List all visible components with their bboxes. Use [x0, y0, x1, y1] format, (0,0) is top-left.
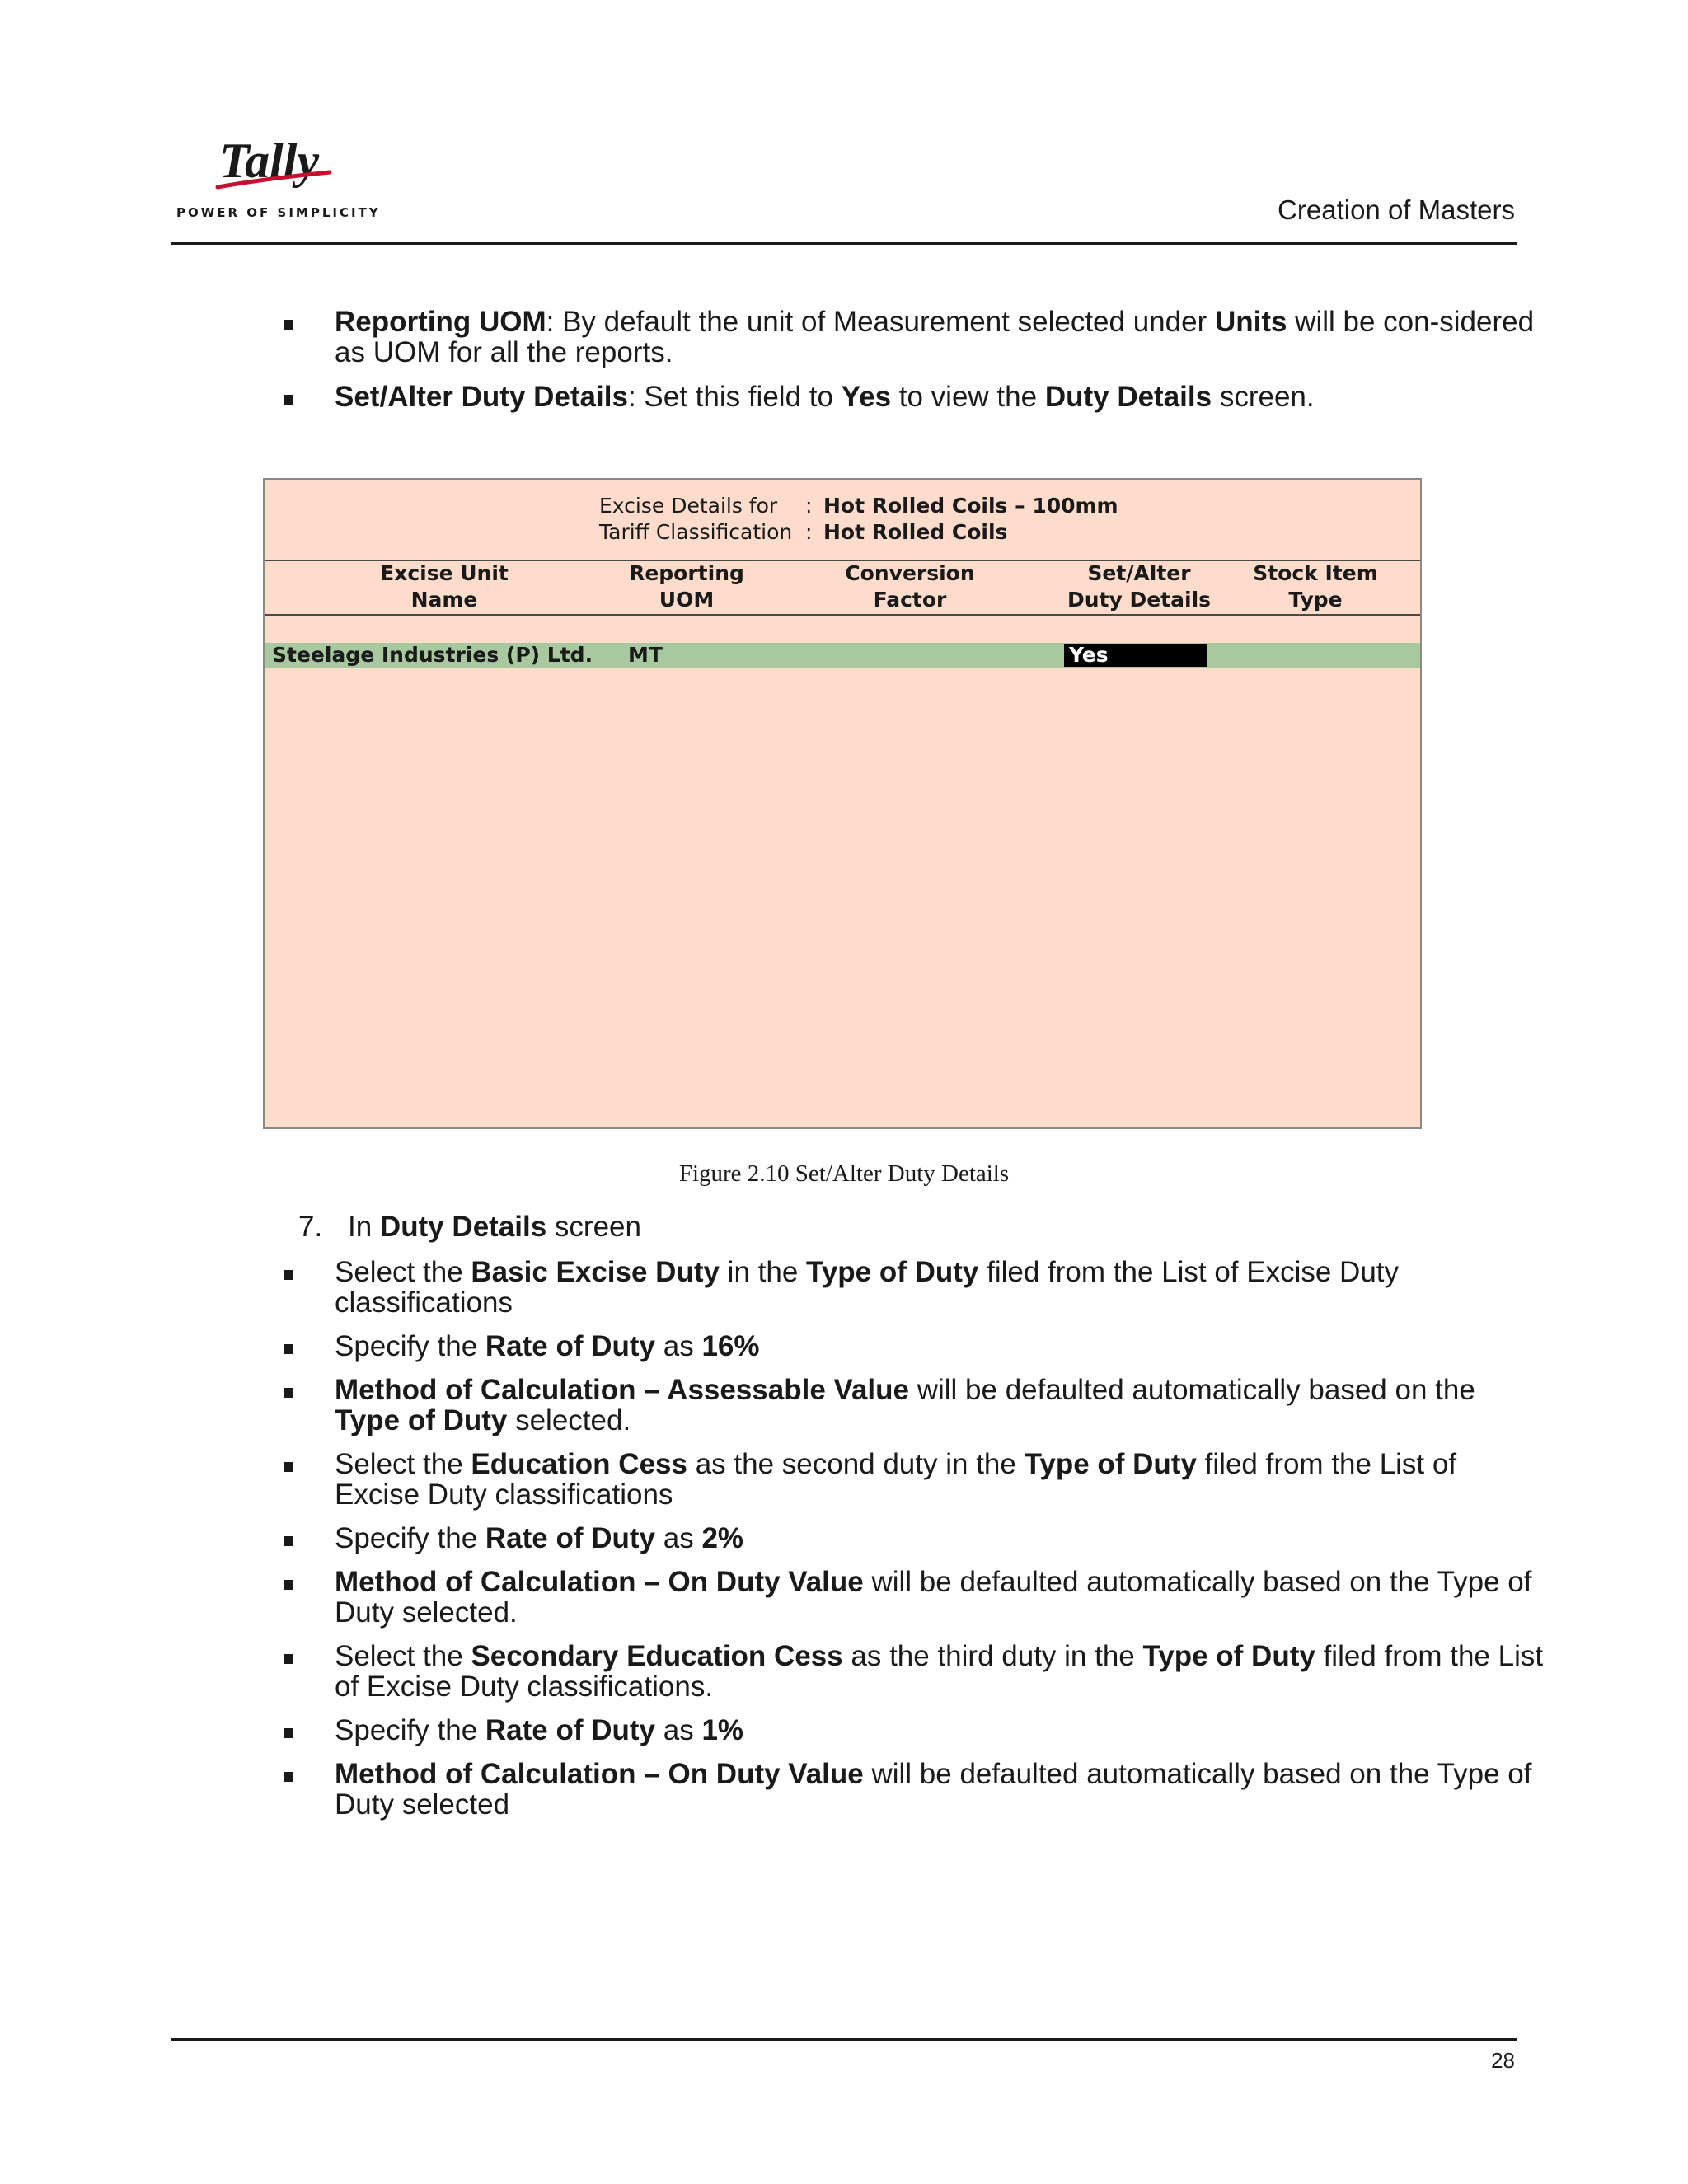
bullet-term: –	[635, 1566, 668, 1598]
bullet-text: as the third duty in the	[842, 1640, 1143, 1672]
column-header-line: UOM	[659, 588, 715, 612]
logo-tagline: POWER OF SIMPLICITY	[176, 205, 381, 220]
bullet-term: Method of Calculation	[335, 1566, 636, 1598]
bullet-rate-2	[280, 1523, 1546, 1554]
bullet-term: Reporting UOM	[335, 306, 546, 338]
bullet-square-icon	[284, 1728, 293, 1738]
excise-unit-name-cell[interactable]: Steelage Industries (P) Ltd.	[272, 643, 593, 667]
bullet-term: 2%	[701, 1522, 744, 1554]
bullet-text: Select the	[335, 1640, 471, 1672]
bullet-term: Type of Duty	[335, 1404, 508, 1436]
step-term: Duty Details	[379, 1211, 547, 1243]
column-header-conversion-factor	[811, 560, 1009, 613]
step-number: 7.	[298, 1211, 323, 1243]
bullet-text: will be defaulted automatically based on the Type of Duty selected.	[335, 1566, 1532, 1629]
column-header-bottom-rule	[265, 614, 1420, 616]
duty-details-bullet-list	[280, 1257, 1546, 1820]
step-text: In	[348, 1211, 380, 1243]
column-header-line: Factor	[873, 588, 947, 612]
bullet-term: –	[635, 1374, 668, 1406]
bullet-text: to view the	[891, 381, 1045, 413]
set-alter-duty-details-value[interactable]: Yes	[1069, 643, 1109, 667]
bullet-method-assessable-value	[280, 1375, 1546, 1436]
tariff-classification-label: Tariff Classification	[599, 520, 793, 544]
step-7-heading	[298, 1211, 641, 1244]
bullet-text: filed from the List of Excise Duty classifications	[335, 1256, 1400, 1319]
bullet-text: Specify the	[335, 1714, 485, 1746]
step-text: screen	[546, 1211, 641, 1243]
reporting-uom-cell[interactable]: MT	[628, 643, 663, 667]
column-header-excise-unit-name	[345, 560, 543, 613]
bullet-text: selected.	[507, 1404, 631, 1436]
bullet-text: : Set this field to	[627, 381, 842, 413]
figure-caption: Figure 2.10 Set/Alter Duty Details	[678, 1160, 1010, 1187]
bullet-text: as	[655, 1330, 702, 1362]
bullet-term: Yes	[841, 381, 892, 413]
bullet-text: as the second duty in the	[687, 1448, 1025, 1480]
bullet-text: in the	[719, 1256, 807, 1288]
bullet-text: Specify the	[335, 1522, 485, 1554]
tally-logo	[176, 136, 381, 227]
bullet-text: Select the	[335, 1256, 471, 1288]
bullet-square-icon	[284, 1580, 293, 1590]
intro-bullet-list	[280, 307, 1546, 412]
bullet-term: Method of Calculation	[335, 1758, 636, 1790]
logo-wordmark: Tally	[219, 136, 320, 188]
bullet-term: Set/Alter Duty Details	[335, 381, 628, 413]
page-number: 28	[1491, 2048, 1515, 2073]
bullet-text: screen.	[1212, 381, 1315, 413]
bullet-method-on-duty-value	[280, 1567, 1546, 1628]
bullet-term: Method of Calculation	[335, 1374, 636, 1406]
bullet-square-icon	[284, 1772, 293, 1782]
bullet-secondary-education-cess	[280, 1641, 1546, 1702]
column-header-line: Set/Alter	[1087, 561, 1191, 585]
bullet-term: Rate of Duty	[485, 1714, 656, 1746]
bullet-term: 16%	[701, 1330, 760, 1362]
bullet-term: Rate of Duty	[485, 1522, 656, 1554]
bullet-term: 1%	[701, 1714, 744, 1746]
bullet-term: Type of Duty	[1142, 1640, 1315, 1672]
bullet-text: will be defaulted automatically based on the Type of Duty selected	[335, 1758, 1532, 1821]
bullet-text: filed from the List of Excise Duty classifications	[335, 1448, 1457, 1511]
bullet-square-icon	[284, 1270, 293, 1280]
bullet-term: Type of Duty	[806, 1256, 979, 1288]
excise-details-screen	[263, 478, 1422, 1129]
excise-details-separator: :	[805, 494, 813, 518]
bullet-term: Type of Duty	[1024, 1448, 1197, 1480]
bullet-term: Education Cess	[471, 1448, 687, 1480]
bullet-square-icon	[284, 1462, 293, 1472]
excise-details-for-label: Excise Details for	[599, 494, 778, 518]
bullet-term: Duty Details	[1044, 381, 1212, 413]
excise-details-for-value: Hot Rolled Coils – 100mm	[823, 494, 1118, 518]
bullet-basic-excise-duty	[280, 1257, 1546, 1318]
column-header-line: Stock Item	[1253, 561, 1378, 585]
bullet-set-alter-duty-details	[280, 382, 1546, 412]
bullet-square-icon	[284, 320, 293, 330]
column-header-line: Conversion	[845, 561, 975, 585]
tariff-classification-separator: :	[805, 520, 813, 544]
footer-divider	[171, 2038, 1517, 2041]
bullet-rate-16	[280, 1331, 1546, 1361]
column-header-reporting-uom	[588, 560, 785, 613]
bullet-text: filed from the List of Excise Duty classifications.	[335, 1640, 1544, 1703]
column-header-line: Excise Unit	[380, 561, 509, 585]
bullet-text: will be con-sidered as UOM for all the reports.	[335, 306, 1535, 368]
bullet-square-icon	[284, 1388, 293, 1398]
column-header-line: Type	[1288, 588, 1343, 612]
bullet-text: Select the	[335, 1448, 471, 1480]
bullet-reporting-uom	[280, 307, 1546, 368]
bullet-text: will be defaulted automatically based on the	[908, 1374, 1475, 1406]
bullet-rate-1	[280, 1715, 1546, 1746]
tally-logo-mark	[214, 136, 338, 194]
bullet-term: Secondary Education Cess	[471, 1640, 843, 1672]
bullet-square-icon	[284, 1344, 293, 1354]
bullet-education-cess	[280, 1449, 1546, 1510]
bullet-square-icon	[284, 1654, 293, 1664]
column-header-line: Duty Details	[1067, 588, 1212, 612]
bullet-term: Units	[1214, 306, 1287, 338]
bullet-term: Basic Excise Duty	[471, 1256, 720, 1288]
chapter-title: Creation of Masters	[1278, 194, 1515, 225]
bullet-term: Rate of Duty	[485, 1330, 656, 1362]
column-header-stock-item-type	[1217, 560, 1414, 613]
bullet-term: Assessable Value	[667, 1374, 909, 1406]
column-header-line: Reporting	[629, 561, 744, 585]
column-header-line: Name	[410, 588, 478, 612]
column-header-set-alter-duty-details	[1040, 560, 1238, 613]
bullet-text: as	[655, 1522, 702, 1554]
tariff-classification-value: Hot Rolled Coils	[823, 520, 1008, 544]
bullet-term: On Duty Value	[668, 1758, 864, 1790]
bullet-text: as	[655, 1714, 702, 1746]
bullet-text: : By default the unit of Measurement selected under	[546, 306, 1215, 338]
bullet-method-on-duty-value-2	[280, 1759, 1546, 1820]
bullet-text: Specify the	[335, 1330, 485, 1362]
bullet-square-icon	[284, 1536, 293, 1546]
header-divider	[171, 242, 1517, 245]
bullet-term: On Duty Value	[668, 1566, 864, 1598]
bullet-term: –	[635, 1758, 668, 1790]
bullet-square-icon	[284, 395, 293, 405]
